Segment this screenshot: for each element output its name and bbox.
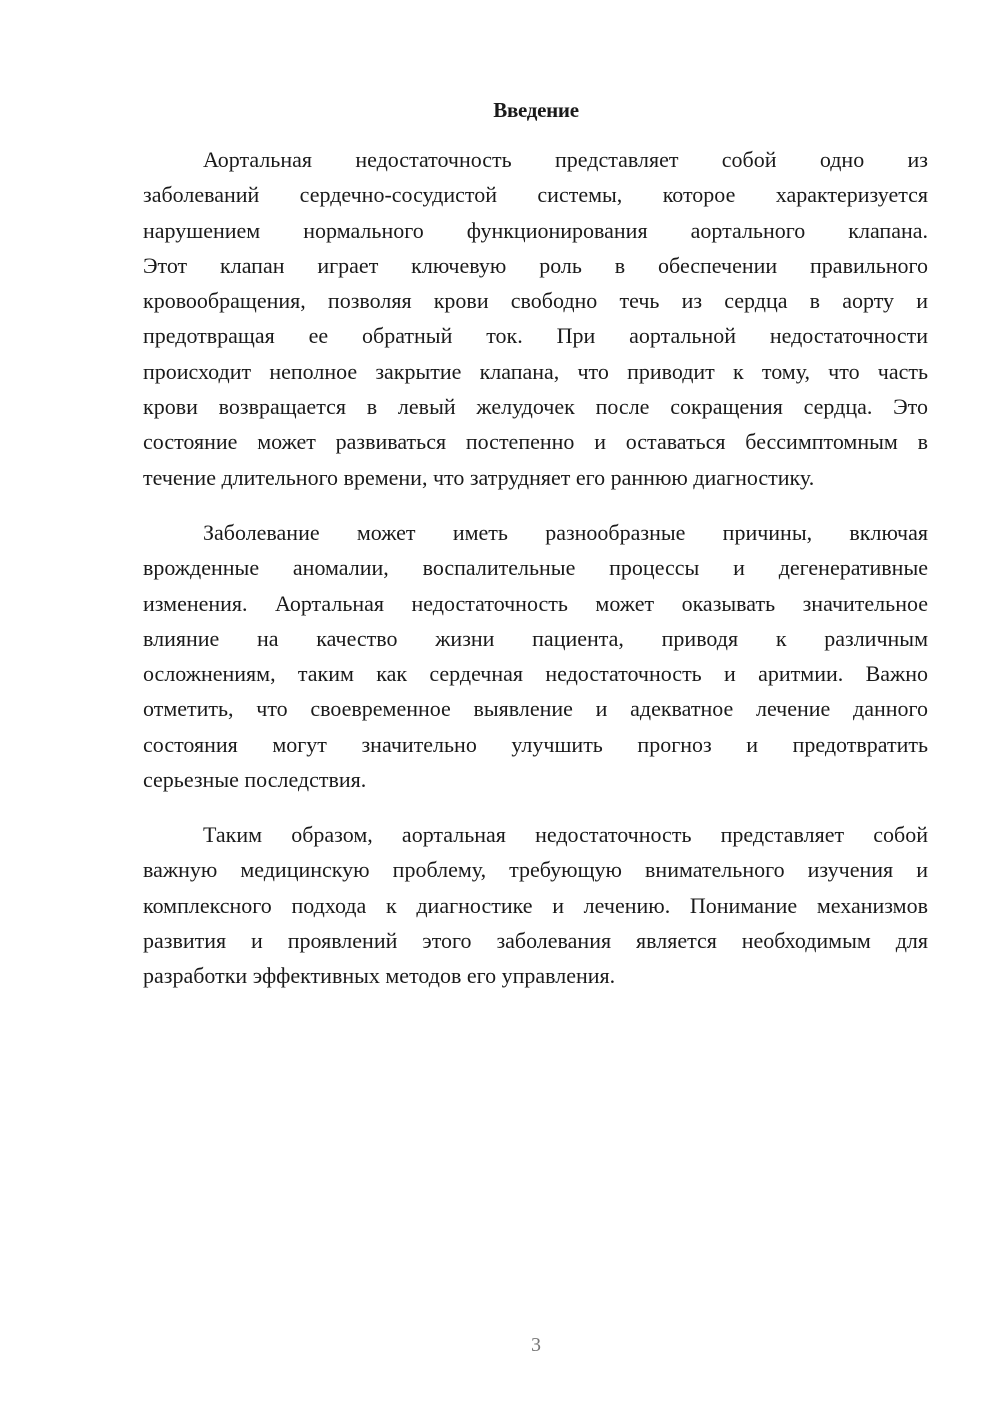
text-line: отметить, что своевременное выявление и адекватное лечение данного (143, 696, 928, 722)
text-line: нарушением нормального функционирования аортального клапана. (143, 217, 928, 243)
text-line: состояния могут значительно улучшить прогноз и предотвратить (143, 731, 928, 757)
text-line: крови возвращается в левый желудочек после сокращения сердца. Это (143, 394, 928, 420)
text-line: влияние на качество жизни пациента, приводя к различным (143, 625, 928, 651)
text-line: заболеваний сердечно-сосудистой системы, которое характеризуется (143, 182, 928, 208)
text-line: состояние может развиваться постепенно и оставаться бессимптомным в (143, 429, 928, 455)
text-line: происходит неполное закрытие клапана, что приводит к тому, что часть (143, 358, 928, 384)
text-line: Заболевание может иметь разнообразные причины, включая (203, 520, 928, 545)
section-title: Введение (493, 98, 579, 122)
text-line: осложнениям, таким как сердечная недостаточность и аритмии. Важно (143, 661, 928, 687)
paragraph-2 (143, 515, 928, 797)
text-line: течение длительного времени, что затрудняет его раннюю диагностику. (143, 464, 815, 490)
text-line: разработки эффективных методов его управления. (143, 963, 616, 989)
text-line: предотвращая ее обратный ток. При аортальной недостаточности (143, 323, 928, 349)
page-number: 3 (531, 1334, 541, 1356)
text-line: комплексного подхода к диагностике и лечению. Понимание механизмов (143, 892, 928, 918)
text-line: Этот клапан играет ключевую роль в обеспечении правильного (143, 252, 928, 278)
text-line: развития и проявлений этого заболевания является необходимым для (143, 927, 928, 953)
text-line: врожденные аномалии, воспалительные процессы и дегенеративные (143, 555, 928, 581)
text-line: Таким образом, аортальная недостаточность представляет собой (203, 822, 928, 847)
paragraph-3 (143, 817, 928, 993)
paragraph-1 (143, 142, 928, 495)
text-line: кровообращения, позволяя крови свободно течь из сердца в аорту и (143, 288, 928, 314)
text-line: Аортальная недостаточность представляет собой одно из (203, 147, 928, 172)
text-line: изменения. Аортальная недостаточность может оказывать значительное (143, 590, 928, 616)
text-line: серьезные последствия. (143, 767, 367, 793)
text-line: важную медицинскую проблему, требующую внимательного изучения и (143, 857, 928, 883)
